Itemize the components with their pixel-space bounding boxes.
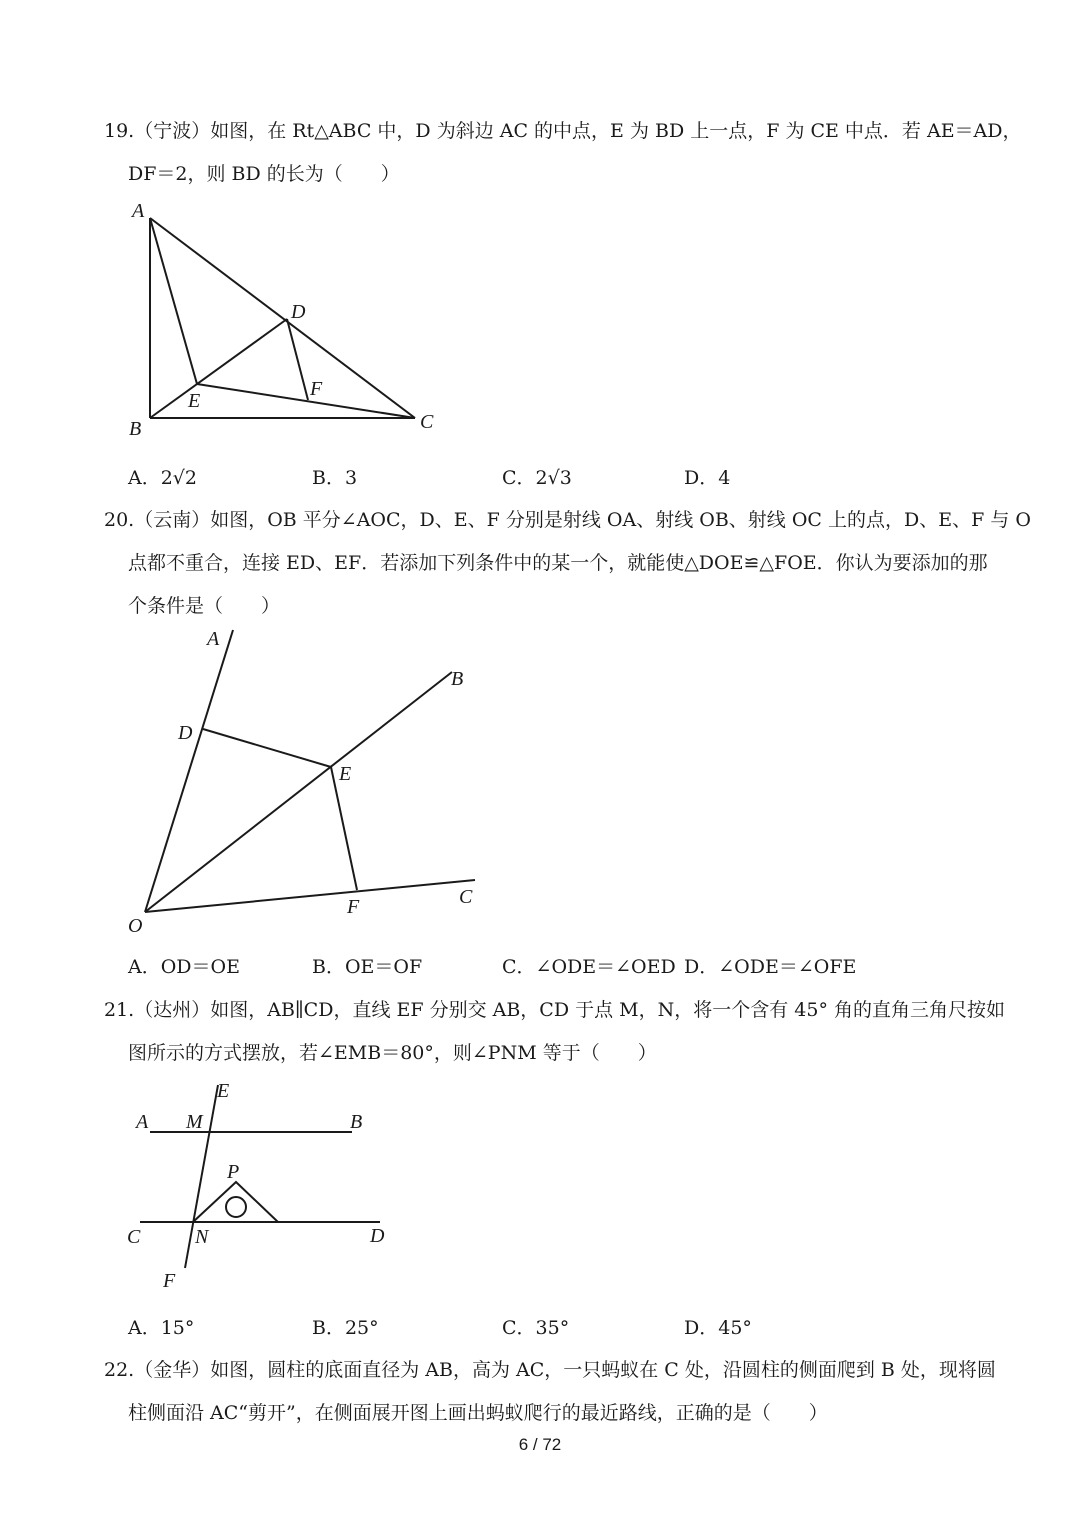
q20-label-O: O	[128, 915, 143, 937]
q20-segment-EF	[331, 767, 357, 890]
q20-label-D: D	[178, 722, 193, 744]
q19-segment-BD	[150, 319, 287, 418]
q21-label-D: D	[370, 1225, 385, 1247]
q19-label-B: B	[129, 418, 142, 440]
q20-option-b: B．OE＝OF	[312, 956, 423, 978]
q19-option-b: B．3	[312, 467, 358, 489]
q20-option-d: D．∠ODE＝∠OFE	[684, 956, 857, 978]
q19-segment-AC	[150, 218, 415, 418]
q20-ray-OA	[145, 630, 233, 912]
q20-ray-OB	[145, 672, 452, 912]
q21-option-d: D．45°	[684, 1317, 752, 1339]
q20-ray-OC	[145, 880, 475, 912]
q21-figure	[120, 1075, 400, 1295]
q22-line-1: 22.（金华）如图，圆柱的底面直径为 AB，高为 AC，一只蚂蚁在 C 处，沿圆柱的侧面爬到 B 处，现将圆	[104, 1359, 996, 1381]
q21-label-M: M	[186, 1111, 203, 1133]
q20-segment-DE	[203, 729, 331, 767]
q21-option-b: B．25°	[312, 1317, 379, 1339]
q19-label-E: E	[188, 390, 201, 412]
q19-option-d: D．4	[684, 467, 731, 489]
q20-label-E: E	[339, 763, 352, 785]
q21-ruler-hole	[226, 1197, 246, 1217]
q21-label-A: A	[136, 1111, 149, 1133]
q19-segment-DF	[287, 319, 308, 400]
q20-label-A: A	[207, 628, 220, 650]
q21-line-1: 21.（达州）如图，AB∥CD，直线 EF 分别交 AB，CD 于点 M，N，将一个含有 45° 角的直角三角尺按如	[104, 999, 1005, 1021]
q20-option-c: C．∠ODE＝∠OED	[502, 956, 676, 978]
q20-label-C: C	[459, 886, 473, 908]
q19-line-2: DF＝2，则 BD 的长为（ ）	[128, 163, 400, 185]
q19-label-F: F	[310, 378, 323, 400]
q20-line-1: 20.（云南）如图，OB 平分∠AOC，D、E、F 分别是射线 OA、射线 OB、射线 OC 上的点，D、E、F 与 O	[104, 509, 1031, 531]
q20-figure	[120, 620, 490, 940]
q20-option-a: A．OD＝OE	[128, 956, 240, 978]
q21-label-E: E	[217, 1080, 230, 1102]
q19-figure	[120, 195, 450, 445]
q19-label-A: A	[132, 200, 145, 222]
q21-label-C: C	[127, 1226, 141, 1248]
q21-option-c: C．35°	[502, 1317, 570, 1339]
q19-label-D: D	[291, 301, 306, 323]
q20-label-B: B	[451, 668, 464, 690]
q21-label-N: N	[195, 1226, 209, 1248]
q21-line-2: 图所示的方式摆放，若∠EMB＝80°，则∠PNM 等于（ ）	[128, 1042, 657, 1064]
q19-option-a: A．2√2	[128, 467, 198, 489]
q19-segment-AE	[150, 218, 197, 384]
q19-line-1: 19.（宁波）如图，在 Rt△ABC 中，D 为斜边 AC 的中点，E 为 BD 上一点，F 为 CE 中点．若 AE＝AD，	[104, 120, 1022, 142]
q21-label-F: F	[163, 1270, 176, 1292]
q20-label-F: F	[347, 896, 360, 918]
q20-line-3: 个条件是（ ）	[128, 595, 281, 617]
q22-line-2: 柱侧面沿 AC“剪开”，在侧面展开图上画出蚂蚁爬行的最近路线，正确的是（ ）	[128, 1402, 828, 1424]
q19-option-c: C．2√3	[502, 467, 572, 489]
q20-line-2: 点都不重合，连接 ED、EF．若添加下列条件中的某一个，就能使△DOE≌△FOE．你认为要添加的那	[128, 552, 988, 574]
q21-option-a: A．15°	[128, 1317, 195, 1339]
q21-label-P: P	[227, 1161, 240, 1183]
q21-label-B: B	[350, 1111, 363, 1133]
page-number: 6 / 72	[518, 1435, 562, 1454]
q19-label-C: C	[420, 411, 434, 433]
